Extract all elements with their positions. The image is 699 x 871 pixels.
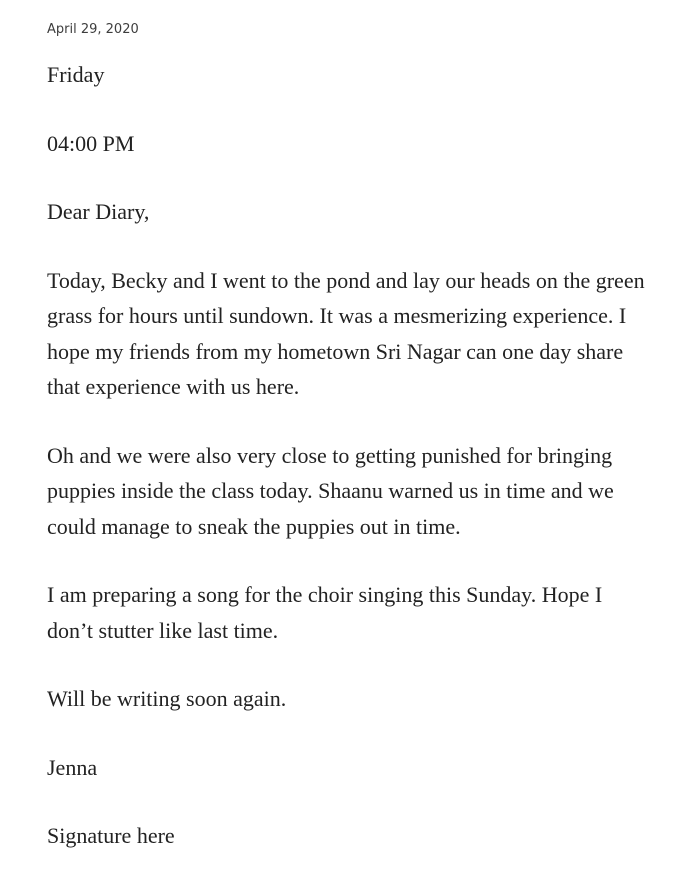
entry-author: Jenna (47, 754, 98, 780)
entry-greeting: Dear Diary, (47, 199, 150, 224)
diary-post (47, 0, 647, 854)
entry-time: 04:00 PM (47, 130, 135, 156)
diary-entry (47, 57, 647, 854)
post-date: April 29, 2020 (47, 22, 139, 37)
entry-signature: Signature here (47, 823, 175, 848)
entry-paragraph: Today, Becky and I went to the pond and lay our heads on the green grass for hours until sundown. It was a mesmerizing experience. I hope my friends from my hometown Sri Nagar can one day share that experience with us here. (47, 267, 645, 399)
entry-paragraph: Oh and we were also very close to getting punished for bringing puppies inside the class today. Shaanu warned us in time and we could manage to sneak the puppies out in time. (47, 442, 614, 539)
entry-closing: Will be writing soon again. (47, 686, 287, 711)
entry-day: Friday (47, 62, 105, 87)
entry-paragraph: I am preparing a song for the choir singing this Sunday. Hope I don’t stutter like last time. (47, 582, 603, 643)
